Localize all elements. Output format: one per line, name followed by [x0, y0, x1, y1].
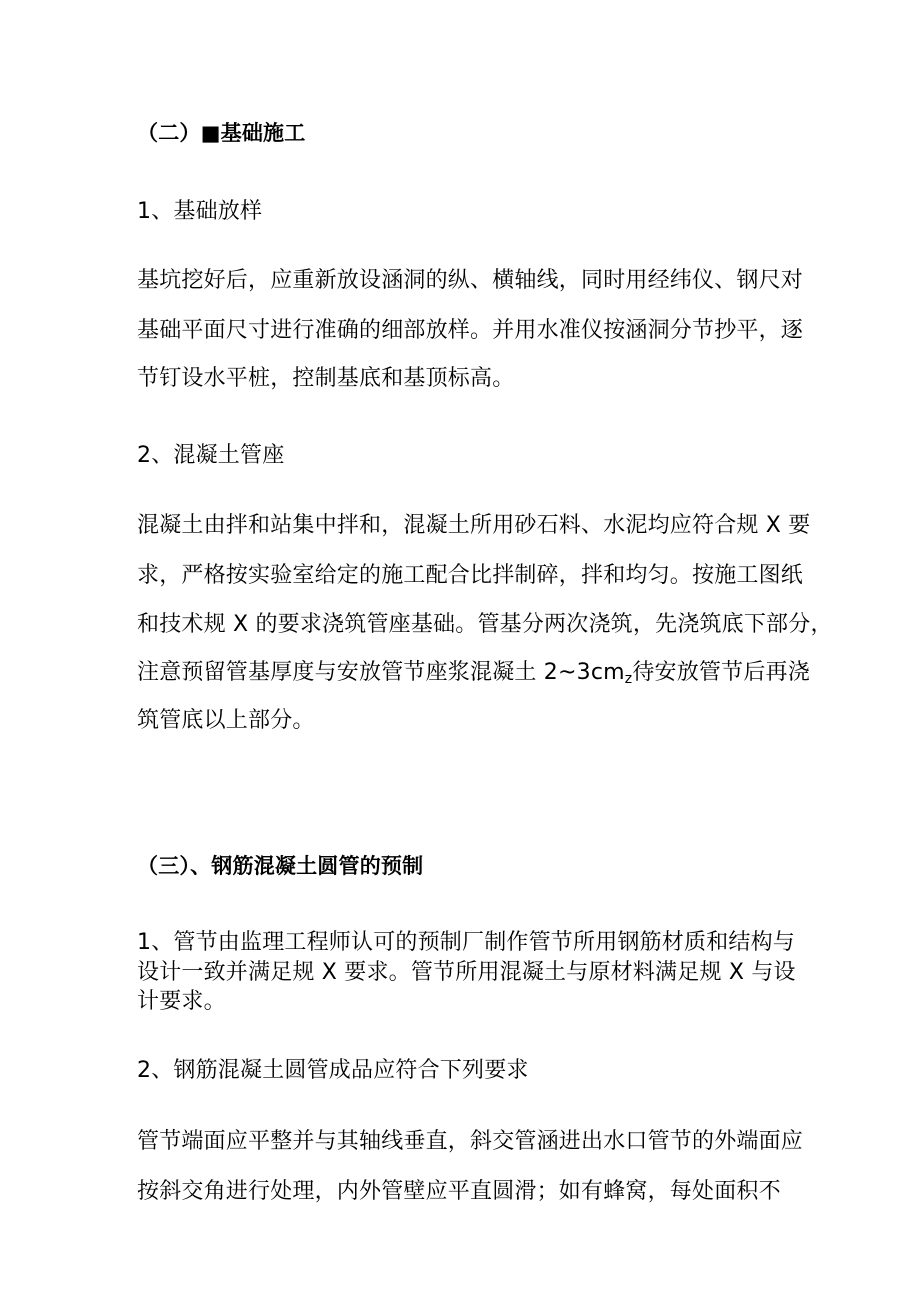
paragraph-line: 节钉设水平桩，控制基底和基顶标高。 — [137, 366, 515, 391]
paragraph-line: 基坑挖好后，应重新放设涵洞的纵、横轴线，同时用经纬仪、钢尺对 — [137, 268, 804, 293]
section-heading-pipe-prefabrication: （三）、钢筋混凝土圆管的预制 — [137, 854, 424, 878]
paragraph-line: 管节端面应平整并与其轴线垂直，斜交管涵进出水口管节的外端面应 — [137, 1129, 804, 1154]
paragraph-line: 1、管节由监理工程师认可的预制厂制作管节所用钢筋材质和结构与 — [137, 930, 795, 955]
paragraph-line — [137, 658, 810, 694]
paragraph-text: 待安放管节后再浇 — [632, 660, 810, 685]
item-title-finished-pipe-requirements: 2、钢筋混凝土圆管成品应符合下列要求 — [137, 1058, 529, 1083]
subscript-text: z — [624, 671, 633, 687]
paragraph-line: 混凝土由拌和站集中拌和，混凝土所用砂石料、水泥均应符合规 X 要 — [137, 513, 811, 538]
paragraph-line: 基础平面尺寸进行准确的细部放样。并用水准仪按涵洞分节抄平，逐 — [137, 318, 804, 343]
item-title-foundation-layout: 1、基础放样 — [137, 199, 263, 224]
section-heading-foundation: （二）■基础施工 — [137, 121, 306, 145]
paragraph-line: 设计一致并满足规 X 要求。管节所用混凝土与原材料满足规 X 与设 — [137, 960, 796, 985]
paragraph-text: 注意预留管基厚度与安放管节座浆混凝土 2~3cm — [137, 660, 625, 685]
paragraph-line: 计要求。 — [137, 989, 226, 1014]
item-title-concrete-pipe-seat: 2、混凝土管座 — [137, 443, 285, 468]
paragraph-line: 和技术规 X 的要求浇筑管座基础。管基分两次浇筑，先浇筑底下部分， — [137, 612, 833, 637]
paragraph-line: 按斜交角进行处理，内外管壁应平直圆滑；如有蜂窝，每处面积不 — [137, 1179, 781, 1204]
paragraph-line: 筑管底以上部分。 — [137, 708, 315, 733]
paragraph-line: 求，严格按实验室给定的施工配合比拌制碎，拌和均匀。按施工图纸 — [137, 563, 804, 588]
